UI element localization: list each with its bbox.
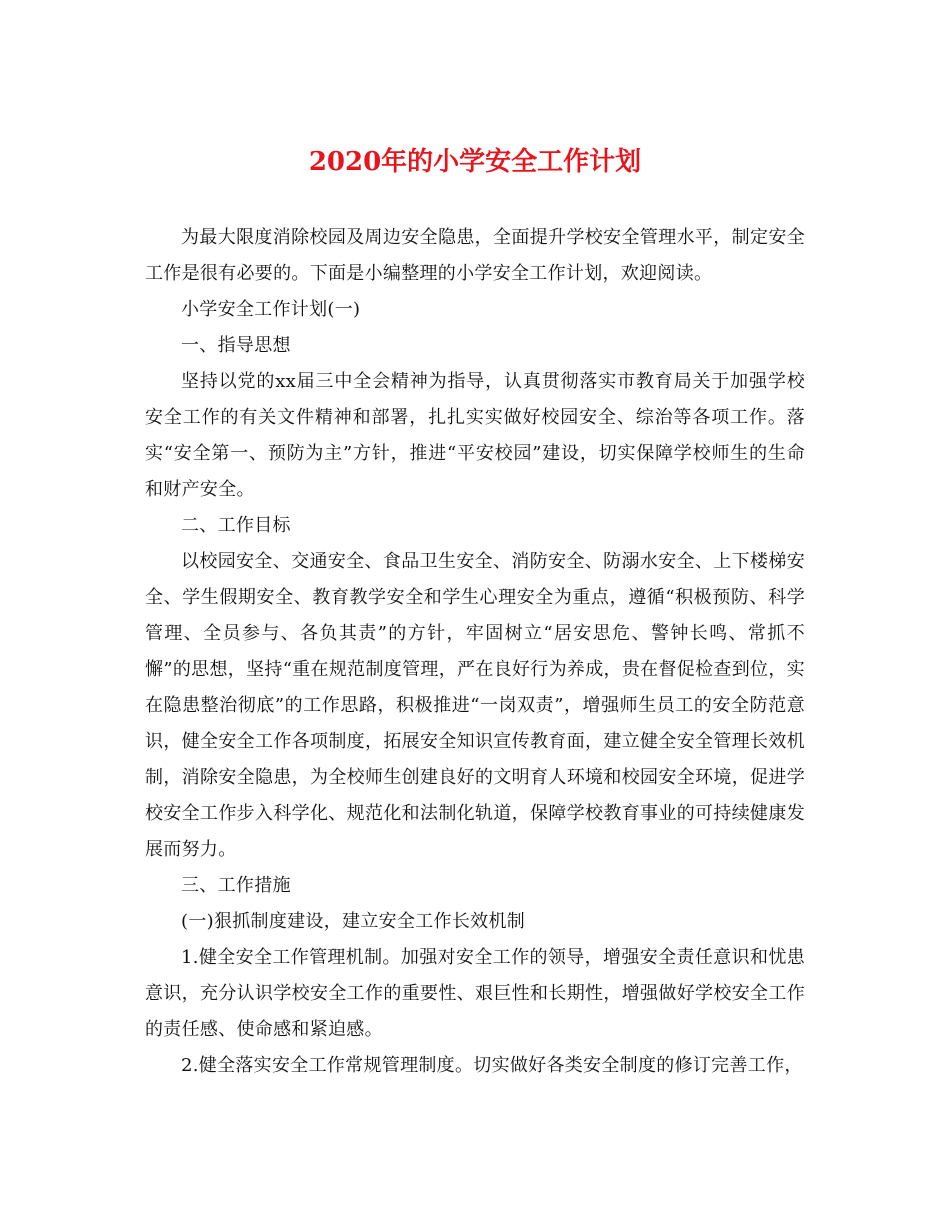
document-body — [145, 220, 805, 1084]
guiding-thought-paragraph: 坚持以党的xx届三中全会精神为指导，认真贯彻落实市教育局关于加强学校安全工作的有关文件精神和部署，扎扎实实做好校园安全、综治等各项工作。落实“安全第一、预防为主”方针，推进“平安校园”建设，切实保障学校师生的生命和财产安全。 — [145, 371, 805, 500]
intro-paragraph: 为最大限度消除校园及周边安全隐患，全面提升学校安全管理水平，制定安全工作是很有必要的。下面是小编整理的小学安全工作计划，欢迎阅读。 — [145, 227, 805, 284]
measure-item-1: 1.健全安全工作管理机制。加强对安全工作的领导，增强安全责任意识和忧患意识，充分认识学校安全工作的重要性、艰巨性和长期性，增强做好学校安全工作的责任感、使命感和紧迫感。 — [145, 947, 805, 1040]
plan-heading: 小学安全工作计划(一) — [181, 299, 361, 320]
section-heading-guiding-thought: 一、指导思想 — [181, 335, 291, 356]
section-heading-work-measures: 三、工作措施 — [181, 875, 291, 896]
work-goals-paragraph: 以校园安全、交通安全、食品卫生安全、消防安全、防溺水安全、上下楼梯安全、学生假期安全、教育教学安全和学生心理安全为重点，遵循“积极预防、科学管理、全员参与、各负其责”的方针，牢固树立“居安思危、警钟长鸣、常抓不懈”的思想，坚持“重在规范制度管理，严在良好行为养成，贵在督促检查到位，实在隐患整治彻底”的工作思路，积极推进“一岗双责”，增强师生员工的安全防范意识，健全安全工作各项制度，拓展安全知识宣传教育面，建立健全安全管理长效机制，消除安全隐患，为全校师生创建良好的文明育人环境和校园安全环境，促进学校安全工作步入科学化、规范化和法制化轨道，保障学校教育事业的可持续健康发展而努力。 — [145, 551, 805, 860]
document-title: 2020年的小学安全工作计划 — [308, 147, 642, 177]
measure-item-2: 2.健全落实安全工作常规管理制度。切实做好各类安全制度的修订完善工作， — [181, 1055, 803, 1076]
section-heading-work-goals: 二、工作目标 — [181, 515, 291, 536]
subsection-heading-system-building: (一)狠抓制度建设，建立安全工作长效机制 — [181, 911, 526, 932]
